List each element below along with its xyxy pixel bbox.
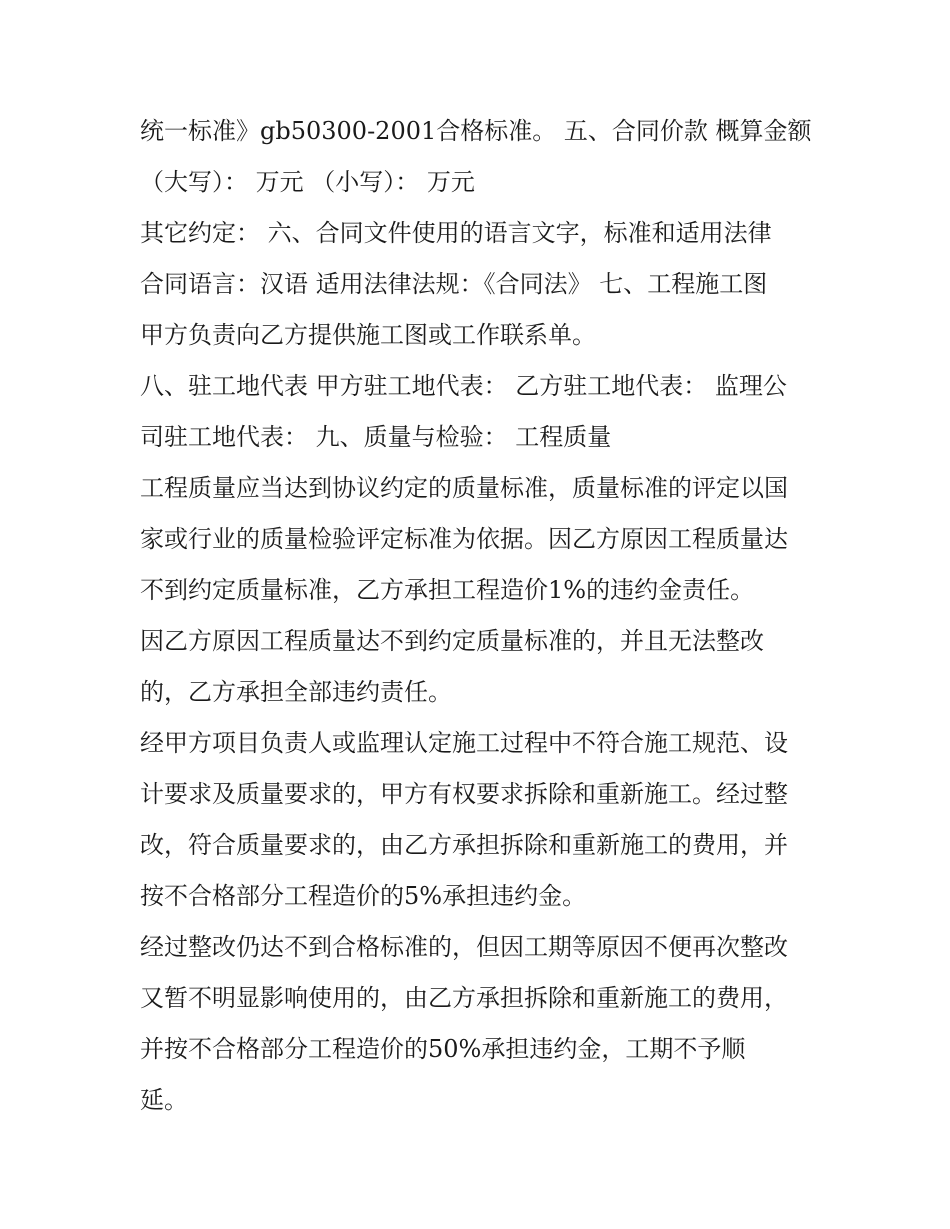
text-line: 又暂不明显影响使用的，由乙方承担拆除和重新施工的费用， <box>140 984 788 1012</box>
text-line: 的，乙方承担全部违约责任。 <box>140 678 452 706</box>
text-line: 合同语言：汉语 适用法律法规：《合同法》 七、工程施工图 <box>140 270 768 298</box>
text-line: 延。 <box>140 1086 188 1114</box>
text-line: 家或行业的质量检验评定标准为依据。因乙方原因工程质量达 <box>140 525 788 553</box>
text-line: 计要求及质量要求的，甲方有权要求拆除和重新施工。经过整 <box>140 780 788 808</box>
text-line: 统一标准》gb50300-2001合格标准。 五、合同价款 概算金额 <box>140 117 812 145</box>
text-line: 八、驻工地代表 甲方驻工地代表： 乙方驻工地代表： 监理公 <box>140 372 787 400</box>
text-line: 经过整改仍达不到合格标准的，但因工期等原因不便再次整改 <box>140 933 788 961</box>
text-line: （大写）： 万元 （小写）： 万元 <box>140 168 475 196</box>
text-line: 按不合格部分工程造价的5%承担违约金。 <box>140 882 587 910</box>
text-line: 司驻工地代表： 九、质量与检验： 工程质量 <box>140 423 612 451</box>
text-line: 改，符合质量要求的，由乙方承担拆除和重新施工的费用，并 <box>140 831 788 859</box>
text-line: 不到约定质量标准，乙方承担工程造价1%的违约金责任。 <box>140 576 755 604</box>
text-line: 其它约定： 六、合同文件使用的语言文字，标准和适用法律 <box>140 219 772 247</box>
text-line: 并按不合格部分工程造价的50%承担违约金，工期不予顺 <box>140 1035 746 1063</box>
text-line: 经甲方项目负责人或监理认定施工过程中不符合施工规范、设 <box>140 729 788 757</box>
text-line: 因乙方原因工程质量达不到约定质量标准的，并且无法整改 <box>140 627 764 655</box>
contract-text <box>140 106 830 1126</box>
text-line: 工程质量应当达到协议约定的质量标准，质量标准的评定以国 <box>140 474 788 502</box>
text-line: 甲方负责向乙方提供施工图或工作联系单。 <box>140 321 596 349</box>
